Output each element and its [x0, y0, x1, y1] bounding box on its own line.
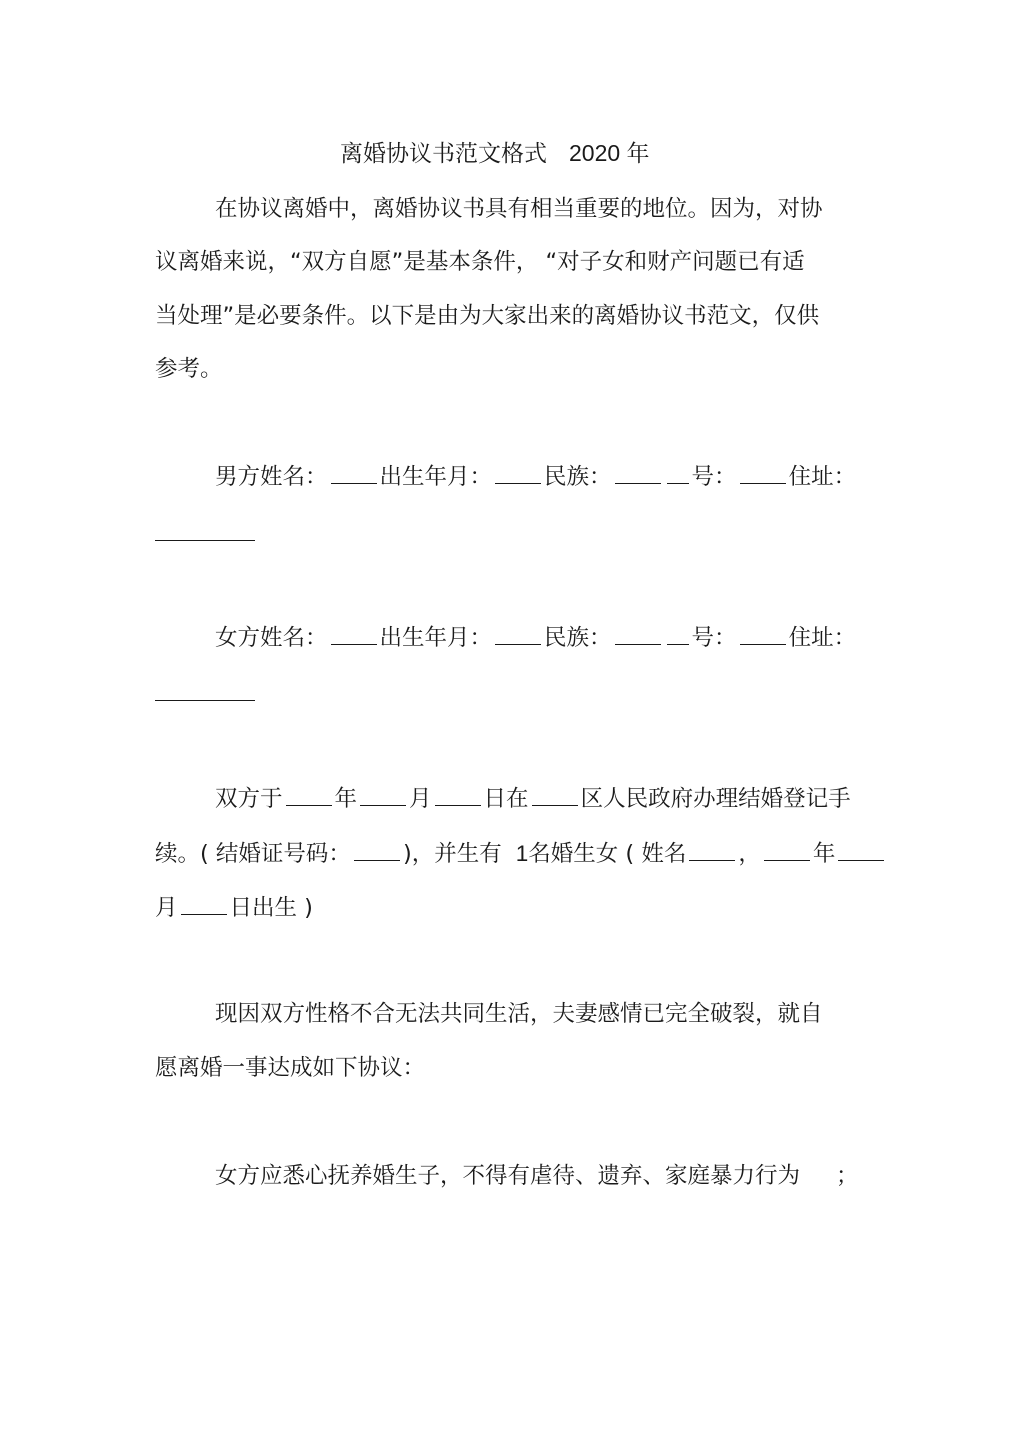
- female-birth-blank[interactable]: [495, 624, 541, 645]
- female-name-blank[interactable]: [331, 624, 377, 645]
- marriage-year-blank[interactable]: [286, 785, 332, 806]
- child-month-label: 月: [155, 895, 178, 921]
- clause-1-text: 女方应悉心抚养婚生子，不得有虐待、遗弃、家庭暴力行为: [215, 1163, 801, 1189]
- male-address-blank[interactable]: [155, 540, 255, 541]
- page-title: [340, 138, 650, 169]
- title-year: 2020 年: [569, 140, 650, 166]
- children-count: 1: [515, 841, 529, 866]
- marriage-line-1: [215, 784, 851, 814]
- child-born-label: 日出生 ): [229, 895, 313, 921]
- marriage-day-label: 日在: [483, 786, 529, 812]
- marriage-prefix: 双方于: [215, 786, 283, 812]
- female-id-label: 号：: [691, 625, 737, 651]
- male-birth-label: 出生年月：: [379, 464, 493, 490]
- child-year-label: 年: [812, 841, 836, 867]
- female-ethnic-blank[interactable]: [615, 624, 661, 645]
- female-id-blank[interactable]: [740, 624, 786, 645]
- marriage-district-label: 区人民政府办理结婚登记手: [580, 786, 851, 812]
- female-name-label: 女方姓名：: [215, 625, 328, 651]
- female-address-blank[interactable]: [155, 700, 255, 701]
- male-ethnic-label: 民族：: [544, 464, 612, 490]
- male-id-blank[interactable]: [740, 463, 786, 484]
- clause-1-end: ；: [836, 1163, 859, 1189]
- female-id-prefix-blank[interactable]: [667, 624, 689, 645]
- child-name-label: 名婚生女 ( 姓名: [528, 841, 687, 867]
- marriage-month-label: 月: [409, 786, 432, 812]
- male-id-label: 号：: [691, 464, 737, 490]
- marriage-line-2: [155, 839, 887, 869]
- title-text: 离婚协议书范文格式: [340, 141, 547, 167]
- male-ethnic-blank[interactable]: [615, 463, 661, 484]
- child-birth-month-blank[interactable]: [838, 840, 884, 861]
- reason-line-1: 现因双方性格不合无法共同生活，夫妻感情已完全破裂，就自: [215, 1001, 823, 1027]
- female-info-line: [215, 623, 856, 653]
- child-birth-year-blank[interactable]: [764, 840, 810, 861]
- certificate-number-blank[interactable]: [354, 840, 400, 861]
- female-ethnic-label: 民族：: [544, 625, 612, 651]
- male-id-prefix-blank[interactable]: [667, 463, 689, 484]
- marriage-district-blank[interactable]: [532, 785, 578, 806]
- intro-line-3: 当处理”是必要条件。以下是由为大家出来的离婚协议书范文，仅供: [155, 303, 820, 329]
- female-address-label: 住址：: [788, 625, 857, 651]
- reason-line-2: 愿离婚一事达成如下协议：: [155, 1055, 426, 1081]
- marriage-line-3: [155, 893, 313, 923]
- child-name-blank[interactable]: [689, 840, 735, 861]
- marriage-day-blank[interactable]: [435, 785, 481, 806]
- clause-1: [215, 1161, 859, 1191]
- male-info-line: [215, 462, 856, 492]
- intro-line-4: 参考。: [155, 356, 223, 382]
- male-name-label: 男方姓名：: [215, 464, 328, 490]
- female-birth-label: 出生年月：: [379, 625, 493, 651]
- marriage-month-blank[interactable]: [360, 785, 406, 806]
- certificate-label: 续。( 结婚证号码：: [155, 841, 351, 867]
- child-comma: ，: [738, 841, 761, 867]
- children-text: )，并生有: [402, 841, 502, 867]
- child-birth-day-blank[interactable]: [181, 894, 227, 915]
- intro-line-1: 在协议离婚中，离婚协议书具有相当重要的地位。因为，对协: [215, 196, 823, 222]
- intro-line-2: 议离婚来说，“双方自愿”是基本条件， “对子女和财产问题已有适: [155, 249, 805, 275]
- male-birth-blank[interactable]: [495, 463, 541, 484]
- marriage-year-label: 年: [334, 786, 358, 812]
- male-address-label: 住址：: [788, 464, 857, 490]
- male-name-blank[interactable]: [331, 463, 377, 484]
